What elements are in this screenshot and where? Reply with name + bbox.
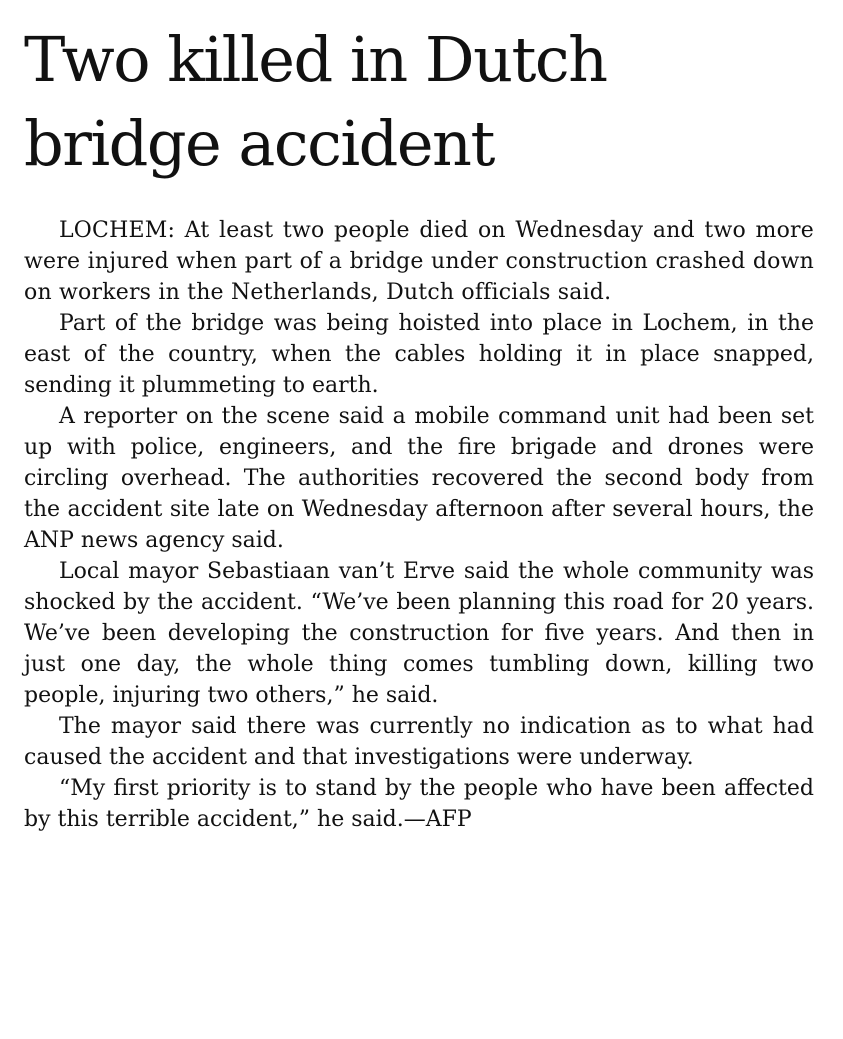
paragraph-4: Local mayor Sebastiaan van’t Erve said the whole community was shocked by the accident. “We’ve been planning this road for 20 years. We’ve been developing the construction for five years. And then in just one day, the whole thing comes tumbling down, killing two people, injuring two others,” he said. <box>24 559 814 708</box>
paragraph-1: LOCHEM: At least two people died on Wednesday and two more were injured when part of a bridge under construction crashed down on workers in the Netherlands, Dutch officials said. <box>24 218 814 305</box>
headline-line-2: bridge accident <box>24 107 494 180</box>
paragraph-3: A reporter on the scene said a mobile command unit had been set up with police, engineers, and the fire brigade and drones were circling overhead. The authorities recovered the second body from the accident site late on Wednesday afternoon after several hours, the ANP news agency said. <box>24 404 814 553</box>
headline <box>24 18 824 186</box>
article-body <box>24 215 814 835</box>
paragraph-6: “My first priority is to stand by the people who have been affected by this terrible accident,” he said.—AFP <box>24 776 814 832</box>
headline-line-1: Two killed in Dutch <box>24 23 607 96</box>
paragraph-2: Part of the bridge was being hoisted into place in Lochem, in the east of the country, when the cables holding it in place snapped, sending it plummeting to earth. <box>24 311 814 398</box>
paragraph-5: The mayor said there was currently no indication as to what had caused the accident and that investigations were underway. <box>24 714 814 770</box>
